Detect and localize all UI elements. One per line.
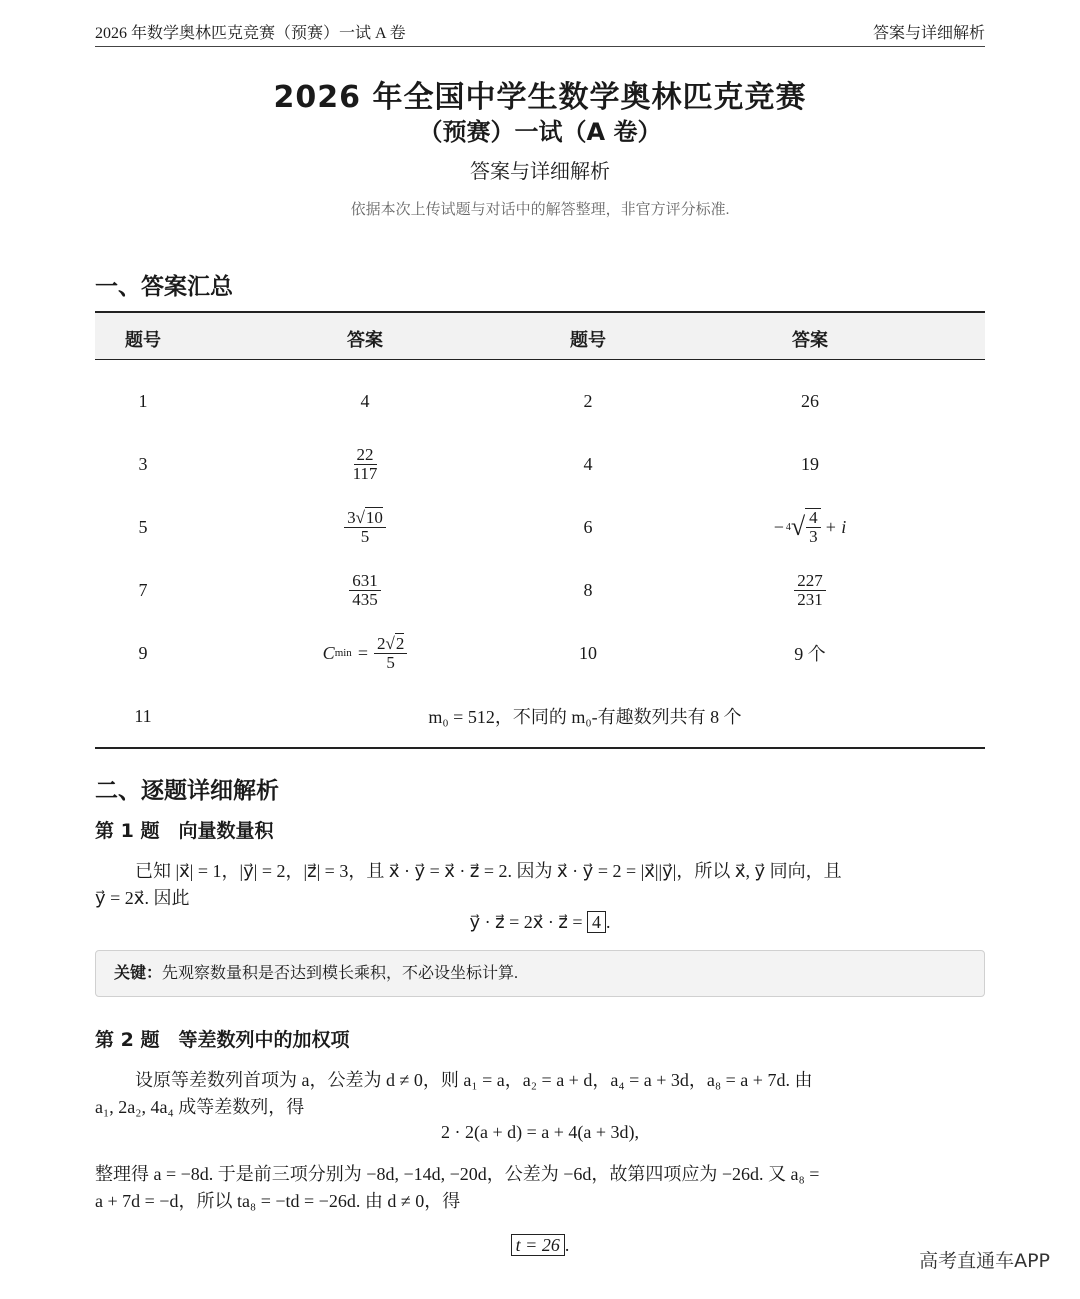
question-number: 11 — [134, 705, 152, 726]
problem-2-line-2: a₁, 2a₂, 4a₄ 成等差数列，得 — [95, 1097, 305, 1117]
answer-value: 26 — [801, 390, 819, 411]
problem-1-line-1: 已知 |x⃗| = 1，|y⃗| = 2，|z⃗| = 3，且 x⃗ · y⃗ = x⃗ · z⃗ = 2. 因为 x⃗ · y⃗ = 2 = |x⃗||y⃗|，所以 x⃗, y⃗ 同向，且 — [135, 861, 842, 881]
key-text: 先观察数量积是否达到模长乘积，不必设坐标计算. — [162, 965, 519, 982]
col-header-question: 题号 — [125, 330, 161, 350]
fraction-numerator: 4 — [806, 509, 821, 528]
header-left: 2026 年数学奥林匹克竞赛（预赛）一试 A 卷 — [95, 25, 406, 42]
radicand: 10 — [365, 507, 383, 527]
table-row — [95, 622, 985, 684]
period: . — [606, 912, 611, 932]
problem-2-line-3: 整理得 a = −8d. 于是前三项分别为 −8d, −14d, −20d，公差为 −6d，故第四项应为 −26d. 又 a₈ = — [95, 1164, 820, 1184]
fraction-numerator: 227 — [794, 572, 826, 591]
col-header-answer-2: 答案 — [792, 330, 828, 350]
fraction-numerator: 631 — [349, 572, 381, 591]
problem-2-line-4: a + 7d = −d，所以 ta₈ = −td = −26d. 由 d ≠ 0，得 — [95, 1191, 461, 1211]
table-header-row — [95, 313, 985, 360]
problem-1-title: 第 1 题 向量数量积 — [95, 820, 274, 842]
question-number: 3 — [138, 453, 148, 474]
answer-fraction — [705, 559, 915, 621]
question-number: 6 — [583, 516, 593, 537]
problem-2-equation: 2 · 2(a + d) = a + 4(a + 3d), — [440, 1122, 640, 1142]
boxed-answer: t = 26 — [511, 1234, 565, 1256]
root-index: 4 — [785, 521, 791, 533]
page-subtitle-paper: （预赛）一试（A 卷） — [418, 118, 662, 146]
fraction-denominator: 5 — [386, 652, 395, 672]
answer-fraction — [255, 496, 475, 558]
fraction-denominator: 3 — [809, 527, 818, 546]
table-row — [95, 433, 985, 495]
problem-1-equation — [0, 912, 1080, 933]
table-row — [95, 370, 985, 432]
answer-merged: m₀ = 512，不同的 m₀-有趣数列共有 8 个 — [428, 707, 742, 727]
answer-table — [95, 311, 985, 749]
answer-value: 19 — [801, 453, 819, 474]
question-number: 7 — [138, 579, 148, 600]
period: . — [564, 1235, 570, 1255]
imaginary-term: + i — [824, 516, 847, 537]
answer-expression — [255, 622, 475, 684]
minus-sign: − — [773, 516, 784, 537]
coefficient: 2 — [376, 633, 386, 653]
section-heading-solutions: 二、逐题详细解析 — [95, 778, 279, 804]
page-title: 2026 年全国中学生数学奥林匹克竞赛 — [273, 80, 807, 115]
answer-value: 4 — [360, 390, 370, 411]
fraction-denominator: 435 — [352, 589, 378, 609]
key-insight-box — [95, 950, 985, 997]
sqrt-icon: √ — [385, 633, 395, 653]
sqrt-icon: √ — [355, 507, 365, 527]
equation-lhs: y⃗ · z⃗ = 2x⃗ · z⃗ = — [469, 912, 583, 932]
question-number: 9 — [138, 642, 148, 663]
radicand: 2 — [395, 633, 405, 653]
problem-2-title: 第 2 题 等差数列中的加权项 — [95, 1029, 350, 1051]
header-right: 答案与详细解析 — [872, 25, 985, 42]
question-number: 10 — [579, 642, 597, 663]
answer-value: 9 个 — [794, 644, 826, 664]
problem-2-answer — [0, 1235, 1080, 1256]
key-label: 关键： — [114, 965, 163, 982]
table-row — [95, 685, 985, 747]
coefficient: 3 — [347, 507, 356, 527]
subscript-min: min — [334, 647, 352, 659]
fraction-numerator: 22 — [354, 446, 377, 465]
section-heading-answers: 一、答案汇总 — [95, 274, 233, 300]
question-number: 1 — [138, 390, 148, 411]
fraction-denominator: 231 — [797, 589, 823, 609]
col-header-answer: 答案 — [347, 330, 383, 350]
equals-sign: = — [357, 642, 368, 663]
boxed-answer: 4 — [587, 911, 606, 933]
question-number: 5 — [138, 516, 148, 537]
table-row — [95, 559, 985, 621]
problem-2-line-1: 设原等差数列首项为 a，公差为 d ≠ 0，则 a₁ = a，a₂ = a + d，a₄ = a + 3d，a₈ = a + 7d. 由 — [135, 1070, 813, 1090]
page-subtitle: 答案与详细解析 — [470, 161, 610, 183]
app-watermark: 高考直通车APP — [919, 1250, 1050, 1272]
radical-icon: √ — [790, 512, 806, 541]
running-header — [95, 18, 985, 47]
col-header-question-2: 题号 — [570, 330, 606, 350]
fraction-denominator: 5 — [360, 526, 370, 546]
answer-fraction — [255, 433, 475, 495]
source-note: 依据本次上传试题与对话中的解答整理，非官方评分标准. — [350, 202, 730, 218]
problem-1-line-2: y⃗ = 2x⃗. 因此 — [95, 888, 190, 908]
question-number: 2 — [583, 390, 593, 411]
question-number: 4 — [583, 453, 593, 474]
table-row — [95, 496, 985, 558]
variable-c: C — [322, 642, 335, 663]
fraction-denominator: 117 — [352, 463, 378, 483]
answer-root-expression — [705, 496, 915, 558]
question-number: 8 — [583, 579, 593, 600]
answer-fraction — [255, 559, 475, 621]
